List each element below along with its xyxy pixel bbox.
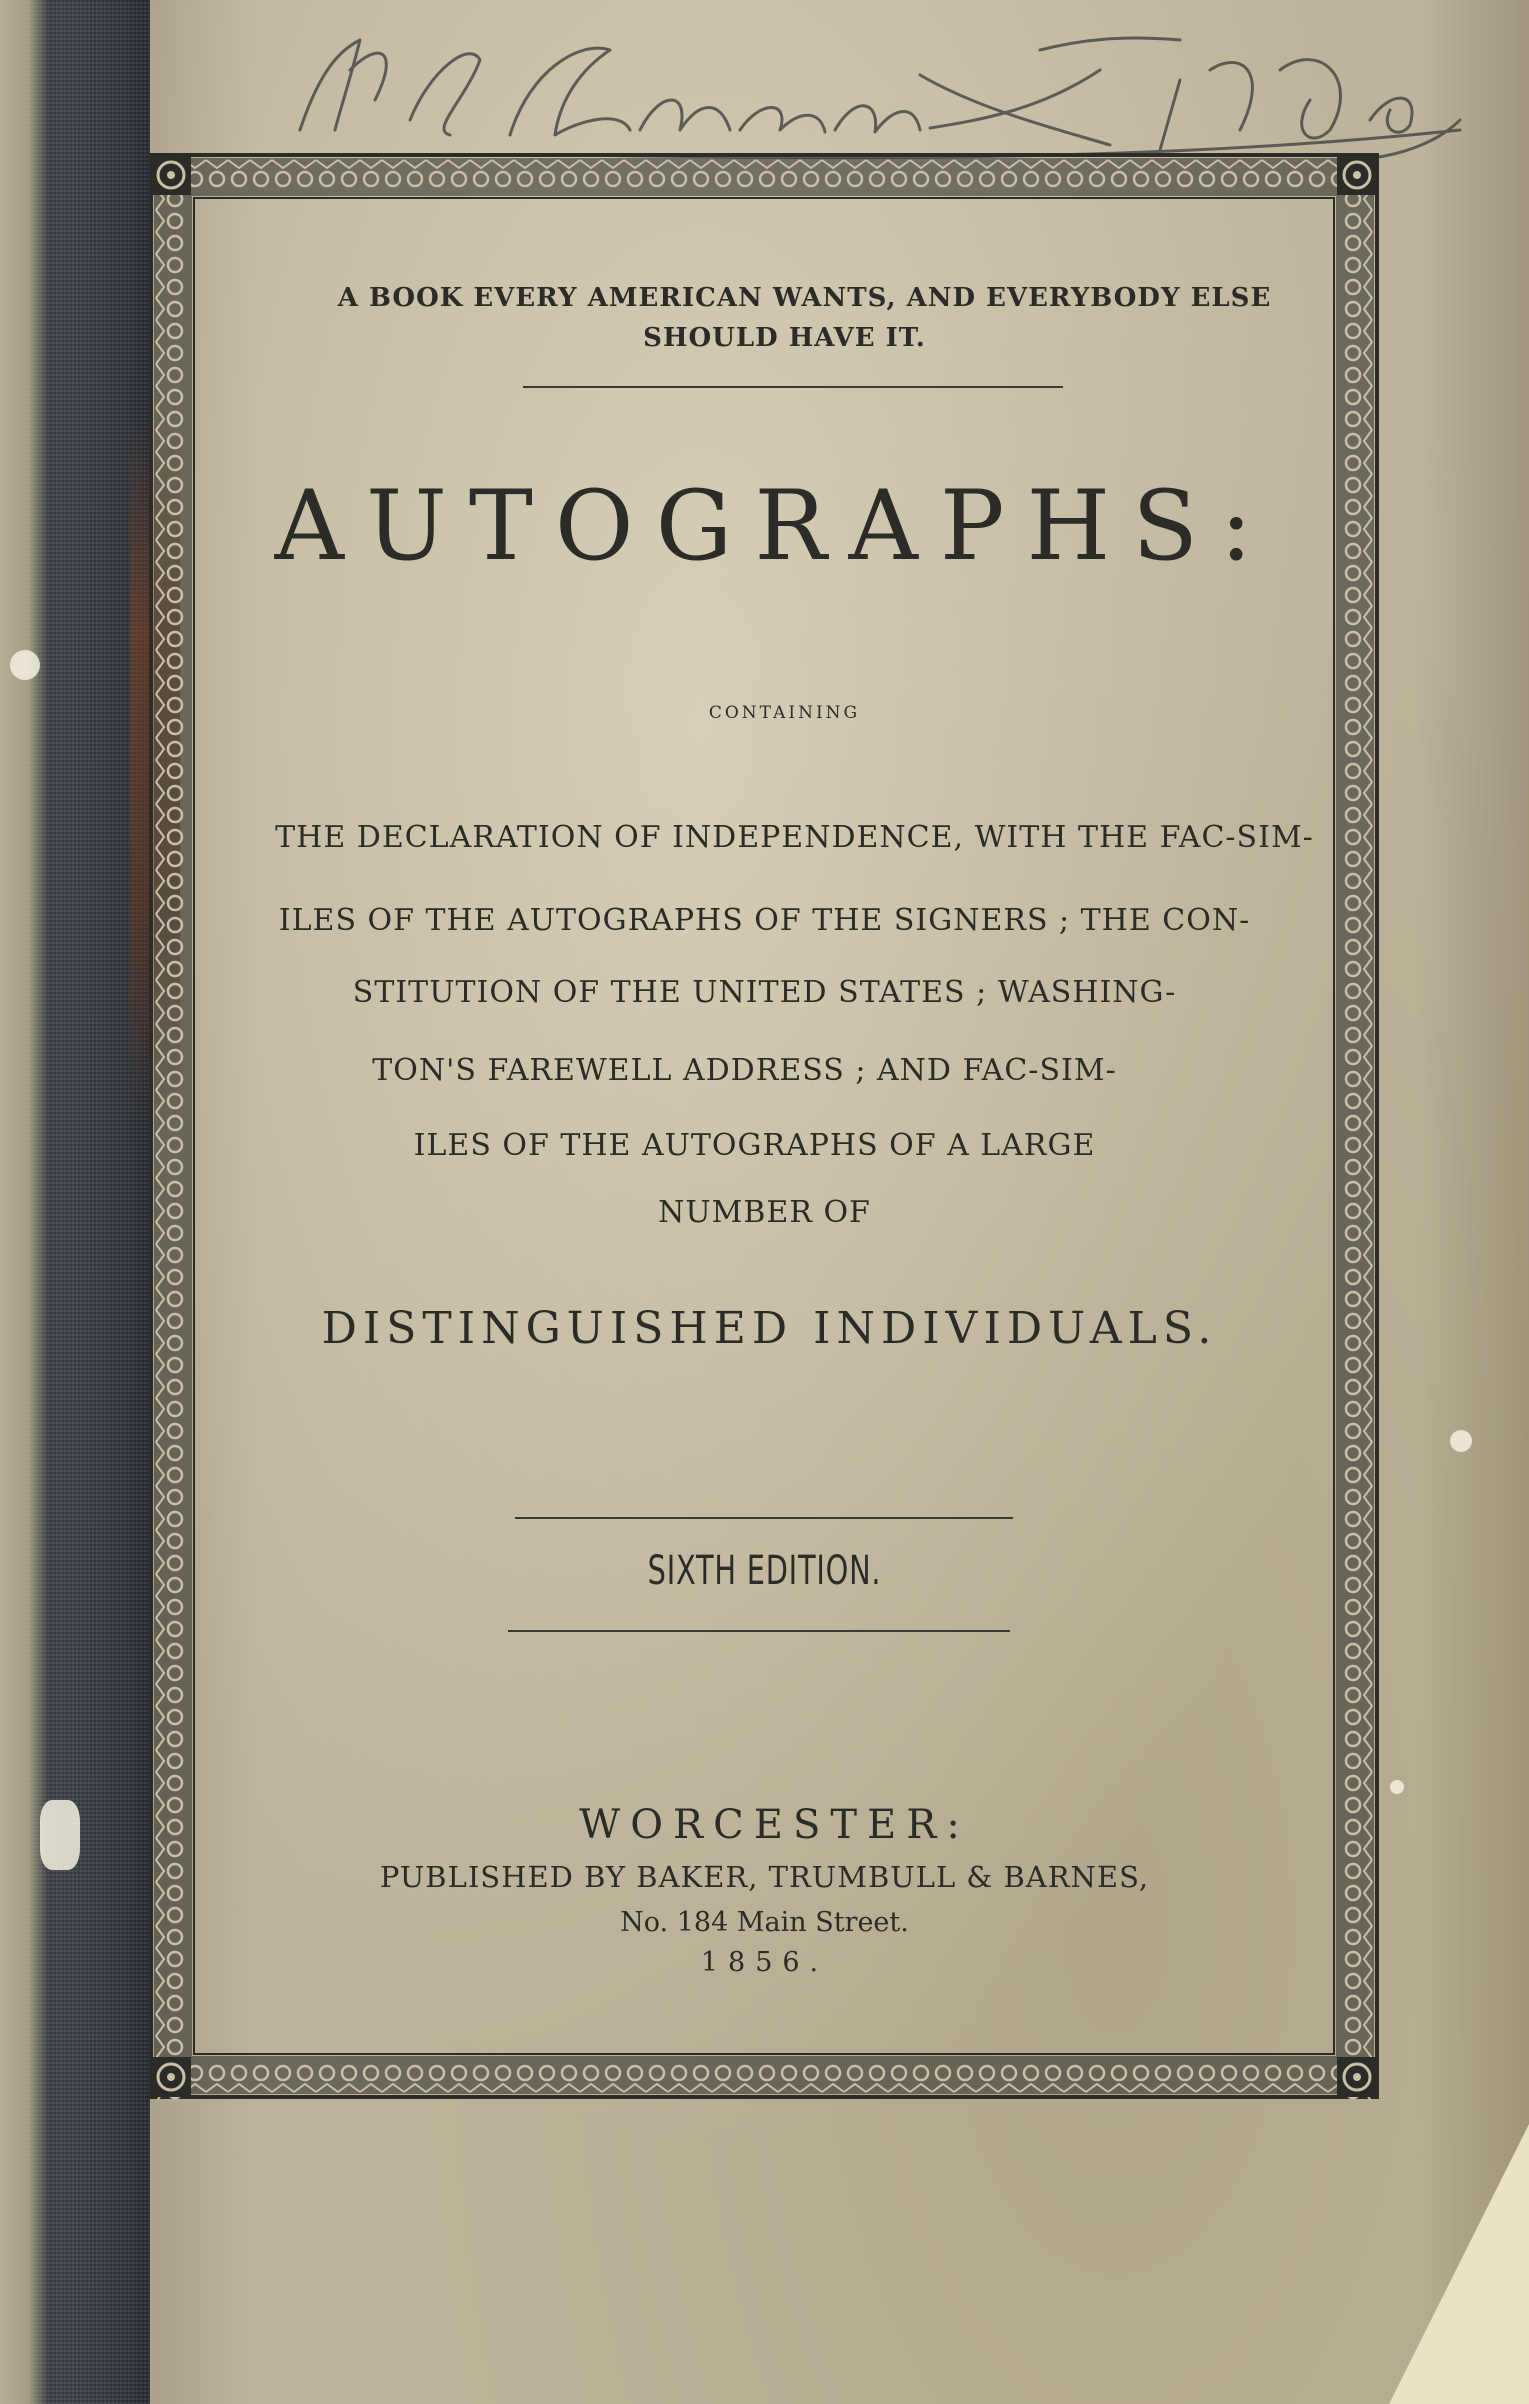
description-line: THE DECLARATION OF INDEPENDENCE, WITH THE FAC-SIM- <box>275 820 1314 855</box>
publisher-line: PUBLISHED BY BAKER, TRUMBULL & BARNES, <box>379 1860 1150 1894</box>
description-line: NUMBER OF <box>658 1195 871 1230</box>
edition-label: SIXTH EDITION. <box>647 1548 882 1594</box>
wear-spot <box>10 650 40 680</box>
divider-rule <box>523 386 1063 388</box>
publisher-address: No. 184 Main Street. <box>620 1907 909 1938</box>
description-line: ILES OF THE AUTOGRAPHS OF A LARGE <box>413 1128 1096 1163</box>
tagline-line-2: SHOULD HAVE IT. <box>643 323 926 353</box>
wear-spot <box>1450 1430 1472 1452</box>
publication-city: WORCESTER: <box>579 1802 970 1848</box>
book-title: AUTOGRAPHS: <box>274 470 1275 582</box>
description-line: TON'S FAREWELL ADDRESS ; AND FAC-SIM- <box>372 1053 1117 1088</box>
tagline-line-1: A BOOK EVERY AMERICAN WANTS, AND EVERYBODY ELSE <box>337 283 1272 313</box>
corner-tear <box>1389 2124 1529 2404</box>
description-line: ILES OF THE AUTOGRAPHS OF THE SIGNERS ; THE CON- <box>278 903 1251 938</box>
subject-heading: DISTINGUISHED INDIVIDUALS. <box>321 1303 1218 1354</box>
publication-year: 1856. <box>700 1947 829 1978</box>
divider-rule <box>508 1630 1010 1632</box>
wear-spot <box>1390 1780 1404 1794</box>
containing-label: CONTAINING <box>708 703 861 723</box>
description-line: STITUTION OF THE UNITED STATES ; WASHING- <box>352 975 1177 1010</box>
divider-rule <box>515 1517 1013 1519</box>
